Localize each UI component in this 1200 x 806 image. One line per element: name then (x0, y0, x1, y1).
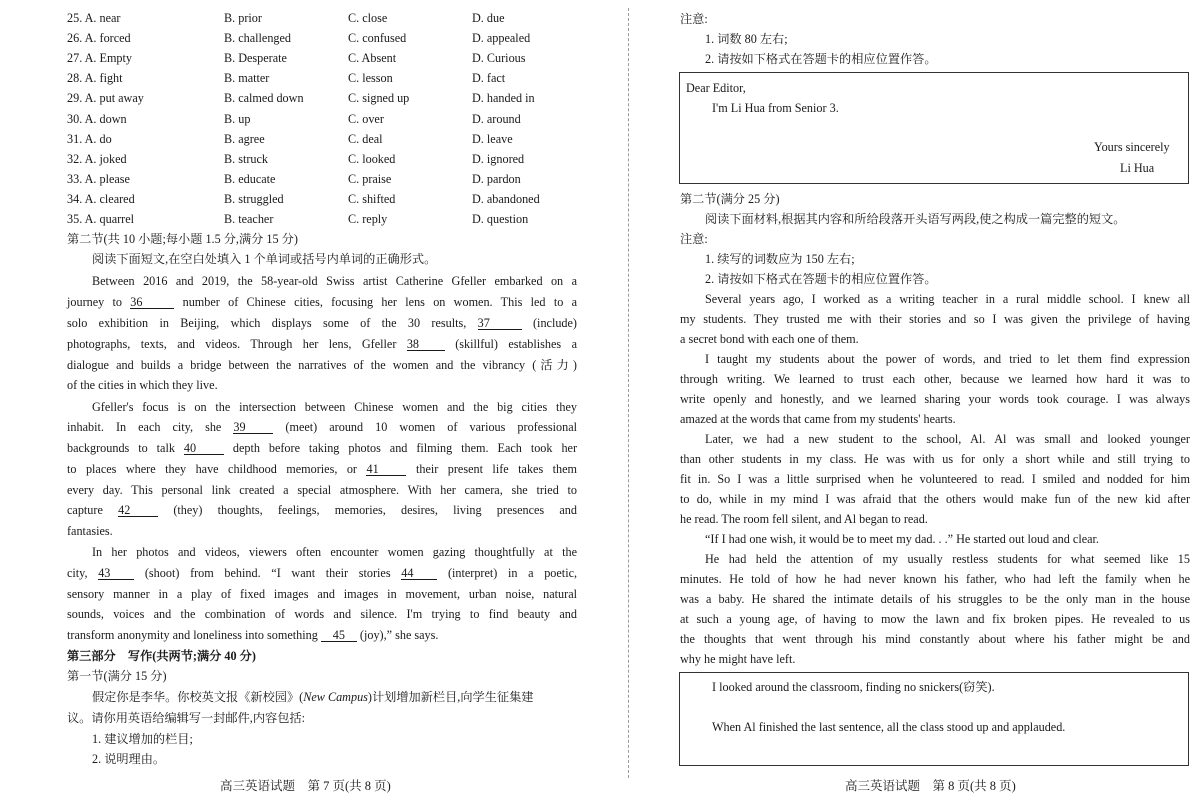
page-footer-left: 高三英语试题 第 7 页(共 8 页) (220, 779, 391, 793)
continuation-opening-1: I looked around the classroom, finding no snickers(窃笑). (712, 680, 995, 694)
option-row (67, 88, 577, 108)
passage-line: photographs, texts, and videos. Through her lens, Gfeller 38 (skillful) establishes a (67, 337, 577, 351)
option-text: A. fight (84, 71, 123, 86)
option-text: D. pardon (472, 171, 521, 186)
blank-42[interactable]: 42 (118, 502, 158, 517)
option-text: C. looked (348, 151, 396, 166)
option-choice-d[interactable] (472, 109, 521, 129)
story-line: I taught my students about the power of words, and tried to let them find expression (705, 352, 1190, 366)
notes-label-2: 注意: (680, 232, 708, 246)
option-choice-a[interactable] (67, 68, 123, 88)
option-choice-b[interactable] (224, 68, 269, 88)
passage-line: of the cities in which they live. (67, 378, 218, 392)
option-text: D. appealed (472, 31, 531, 46)
blank-38[interactable]: 38 (407, 336, 445, 351)
option-text: D. due (472, 11, 505, 25)
option-text: C. close (348, 11, 388, 25)
story-line: he read. The room fell silent, and Al began to read. (680, 512, 928, 526)
option-row (67, 189, 577, 209)
option-choice-a[interactable] (67, 149, 127, 169)
option-text: D. ignored (472, 151, 525, 166)
blank-41[interactable]: 41 (366, 461, 406, 476)
option-text: B. educate (224, 171, 276, 186)
option-text: A. forced (84, 31, 131, 46)
option-choice-a[interactable] (67, 28, 131, 48)
option-text: B. struck (224, 151, 269, 166)
option-row (67, 129, 577, 149)
part3-heading: 第三部分 写作(共两节;满分 40 分) (67, 649, 256, 663)
option-choice-b[interactable] (224, 129, 265, 149)
option-text: C. over (348, 111, 384, 126)
passage-line: fantasies. (67, 524, 113, 538)
option-text: C. confused (348, 31, 407, 46)
passage-line: Between 2016 and 2019, the 58-year-old Swiss artist Catherine Gfeller embarked on a (92, 274, 577, 288)
note-item: 1. 词数 80 左右; (705, 32, 788, 46)
story-line: He had held the attention of my usually restless students for what seemed like 15 (705, 552, 1190, 566)
option-choice-c[interactable] (348, 8, 387, 28)
option-text: D. around (472, 111, 521, 126)
option-text: A. near (84, 11, 121, 25)
question-number: 33. (67, 171, 83, 186)
question-number: 32. (67, 151, 83, 166)
blank-40[interactable]: 40 (184, 440, 224, 455)
passage-line: dialogue and builds a bridge between the narratives of the women and the vibrancy (活力) (67, 358, 577, 372)
option-choice-c[interactable] (348, 68, 393, 88)
page-footer-right: 高三英语试题 第 8 页(共 8 页) (845, 779, 1016, 793)
story-line: write openly and honestly, and we learned sharing your words took courage. I was always (680, 392, 1190, 406)
task1-line: 议。请你用英语给编辑写一封邮件,内容包括: (67, 711, 305, 725)
option-choice-b[interactable] (224, 28, 291, 48)
task1-point: 1. 建议增加的栏目; (92, 732, 193, 746)
passage-line: journey to 36 number of Chinese cities, focusing her lens on women. This led to a (67, 295, 577, 309)
story-line: why he might have left. (680, 652, 796, 666)
passage-line: to places where they have childhood memories, or 41 their present life takes them (67, 462, 578, 476)
option-row (67, 8, 577, 28)
option-text: C. Absent (348, 51, 397, 66)
option-choice-a[interactable] (67, 88, 144, 108)
option-choice-b[interactable] (224, 169, 275, 189)
passage-line: capture 42 (they) thoughts, feelings, memories, desires, living presences and (67, 503, 577, 517)
blank-45[interactable]: 45 (321, 627, 357, 642)
option-choice-c[interactable] (348, 109, 384, 129)
story-line: at such a young age, of having to mow the lawn and fix broken pipes. He revealed to us (680, 612, 1190, 626)
story-line: “If I had one wish, it would be to meet my dad. . .” He started out loud and clear. (705, 532, 1099, 546)
option-text: D. fact (472, 71, 506, 86)
option-choice-d[interactable] (472, 8, 505, 28)
story-line: Later, we had a new student to the school, Al. Al was small and looked younger (705, 432, 1190, 446)
option-text: B. teacher (224, 212, 274, 226)
story-line: a secret bond with each one of them. (680, 332, 859, 346)
passage-line: sounds, voices and the combination of words and silence. I'm trying to find beauty and (67, 607, 577, 621)
option-choice-a[interactable] (67, 129, 112, 149)
option-text: D. Curious (472, 51, 526, 66)
section2-heading: 第二节(共 10 小题;每小题 1.5 分,满分 15 分) (67, 232, 298, 246)
note-item: 2. 请按如下格式在答题卡的相应位置作答。 (705, 52, 937, 66)
option-row (67, 149, 577, 169)
question-number: 28. (67, 71, 83, 86)
option-text: A. put away (84, 91, 144, 106)
question-number: 25. (67, 11, 83, 25)
option-choice-a[interactable] (67, 209, 134, 229)
passage-line: Gfeller's focus is on the intersection between Chinese women and the big cities they (92, 400, 577, 414)
question-number: 27. (67, 51, 83, 66)
passage-line: backgrounds to talk 40 depth before taking photos and filming them. Each took her (67, 441, 578, 455)
question-number: 35. (67, 212, 83, 226)
option-text: D. question (472, 212, 529, 226)
option-text: A. down (84, 111, 127, 126)
option-choice-d[interactable] (472, 28, 530, 48)
passage-line: city, 43 (shoot) from behind. “I want their stories 44 (interpret) in a poetic, (67, 566, 578, 580)
blank-37[interactable]: 37 (478, 315, 522, 330)
option-choice-d[interactable] (472, 88, 535, 108)
option-choice-c[interactable] (348, 169, 391, 189)
note-item: 2. 请按如下格式在答题卡的相应位置作答。 (705, 272, 937, 286)
option-text: D. leave (472, 131, 513, 146)
letter-salutation: Dear Editor, (686, 81, 746, 95)
section2-instruction-right: 阅读下面材料,根据其内容和所给段落开头语写两段,使之构成一篇完整的短文。 (705, 212, 1126, 226)
option-text: C. reply (348, 212, 388, 226)
option-choice-c[interactable] (348, 149, 395, 169)
option-text: C. deal (348, 131, 383, 146)
option-row (67, 209, 577, 229)
question-number: 29. (67, 91, 83, 106)
option-choice-d[interactable] (472, 129, 513, 149)
option-text: A. quarrel (84, 212, 135, 226)
notes-label: 注意: (680, 12, 708, 26)
question-number: 26. (67, 31, 83, 46)
option-choice-c[interactable] (348, 189, 395, 209)
option-text: B. up (224, 111, 251, 126)
passage-line: inhabit. In each city, she 39 (meet) around 10 women of various professional (67, 420, 577, 434)
option-text: B. agree (224, 131, 265, 146)
passage-line: transform anonymity and loneliness into something 45 (joy),” she says. (67, 628, 439, 642)
option-choice-a[interactable] (67, 48, 132, 68)
option-text: D. handed in (472, 91, 535, 106)
option-choice-a[interactable] (67, 189, 135, 209)
option-choice-a[interactable] (67, 169, 130, 189)
passage-line: every day. This personal link created a special atmosphere. With her camera, she tried to (67, 483, 577, 497)
story-line: the thoughts that went through his mind constantly about where his father might be and (680, 632, 1190, 646)
option-choice-d[interactable] (472, 209, 528, 229)
option-text: A. please (84, 171, 130, 186)
letter-answer-box[interactable] (679, 72, 1189, 184)
option-text: A. Empty (84, 51, 133, 66)
section2-instruction: 阅读下面短文,在空白处填入 1 个单词或括号内单词的正确形式。 (92, 252, 437, 266)
option-choice-a[interactable] (67, 8, 120, 28)
option-text: A. cleared (84, 191, 135, 206)
story-line: my students. They trusted me with their stories and so I was given the privilege of having (680, 312, 1190, 326)
option-choice-d[interactable] (472, 48, 526, 68)
option-choice-d[interactable] (472, 68, 505, 88)
letter-closing: Yours sincerely (1094, 140, 1170, 154)
story-line: amazed at the words that came from my students' hearts. (680, 412, 956, 426)
option-choice-b[interactable] (224, 109, 250, 129)
page-divider (628, 8, 629, 778)
passage-line: solo exhibition in Beijing, which displays some of the 30 results, 37 (include) (67, 316, 577, 330)
blank-43[interactable]: 43 (98, 565, 134, 580)
note-item: 1. 续写的词数应为 150 左右; (705, 252, 855, 266)
option-text: B. challenged (224, 31, 292, 46)
option-text: C. signed up (348, 91, 410, 106)
option-choice-b[interactable] (224, 209, 273, 229)
option-choice-c[interactable] (348, 28, 406, 48)
question-number: 30. (67, 111, 83, 126)
option-text: B. Desperate (224, 51, 287, 66)
option-text: B. calmed down (224, 91, 304, 106)
option-choice-d[interactable] (472, 169, 521, 189)
question-number: 34. (67, 191, 83, 206)
option-choice-b[interactable] (224, 149, 268, 169)
option-text: C. shifted (348, 191, 396, 206)
letter-opening: I'm Li Hua from Senior 3. (712, 101, 839, 115)
story-line: than other students in my class. He was with us for only a short while and still trying to (680, 452, 1190, 466)
option-choice-c[interactable] (348, 209, 387, 229)
story-line: to do, while in my mind I was afraid that the others would make fun of the new kid after (680, 492, 1190, 506)
passage-line: In her photos and videos, viewers often encounter women gazing thoughtfully at the (92, 545, 577, 559)
option-choice-b[interactable] (224, 88, 304, 108)
option-text: D. abandoned (472, 191, 540, 206)
option-choice-c[interactable] (348, 48, 396, 68)
story-line: minutes. He told of how he had never known his father, who had left the family when he (680, 572, 1190, 586)
option-choice-d[interactable] (472, 149, 524, 169)
story-line: through writing. We learned to trust each other, because we learned how hard it was to (680, 372, 1190, 386)
option-text: B. struggled (224, 191, 284, 206)
option-text: B. matter (224, 71, 270, 86)
option-text: A. do (84, 131, 112, 146)
story-line: was a baby. He shared the intimate details of his struggles to be the only man in the house (680, 592, 1190, 606)
option-row (67, 28, 577, 48)
option-row (67, 68, 577, 88)
option-choice-b[interactable] (224, 48, 287, 68)
option-text: C. praise (348, 171, 392, 186)
section2-heading-right: 第二节(满分 25 分) (680, 192, 780, 206)
option-row (67, 109, 577, 129)
option-choice-d[interactable] (472, 189, 540, 209)
letter-signature: Li Hua (1120, 161, 1155, 175)
option-choice-c[interactable] (348, 88, 409, 108)
blank-44[interactable]: 44 (401, 565, 437, 580)
option-choice-c[interactable] (348, 129, 383, 149)
task1-line: 假定你是李华。你校英文报《新校园》(New Campus)计划增加新栏目,向学生征集建 (92, 690, 534, 704)
option-choice-b[interactable] (224, 189, 284, 209)
part3-section1-heading: 第一节(满分 15 分) (67, 669, 167, 683)
passage-line: sensory manner in a play of fixed images and images in movement, urban noise, natural (67, 587, 577, 601)
option-text: B. prior (224, 11, 262, 25)
continuation-opening-2: When Al finished the last sentence, all the class stood up and applauded. (712, 720, 1066, 734)
option-text: A. joked (84, 151, 127, 166)
option-choice-a[interactable] (67, 109, 127, 129)
story-line: Several years ago, I worked as a writing teacher in a rural middle school. I knew all (705, 292, 1190, 306)
option-text: C. lesson (348, 71, 393, 86)
story-line: fit in. So I was a little surprised when he volunteered to read. I smiled and nodded for him (680, 472, 1190, 486)
blank-36[interactable]: 36 (130, 294, 174, 309)
option-row (67, 48, 577, 68)
question-number: 31. (67, 131, 83, 146)
option-row (67, 169, 577, 189)
task1-point: 2. 说明理由。 (92, 752, 166, 766)
blank-39[interactable]: 39 (233, 419, 273, 434)
continuation-answer-box[interactable] (679, 672, 1189, 766)
option-choice-b[interactable] (224, 8, 262, 28)
